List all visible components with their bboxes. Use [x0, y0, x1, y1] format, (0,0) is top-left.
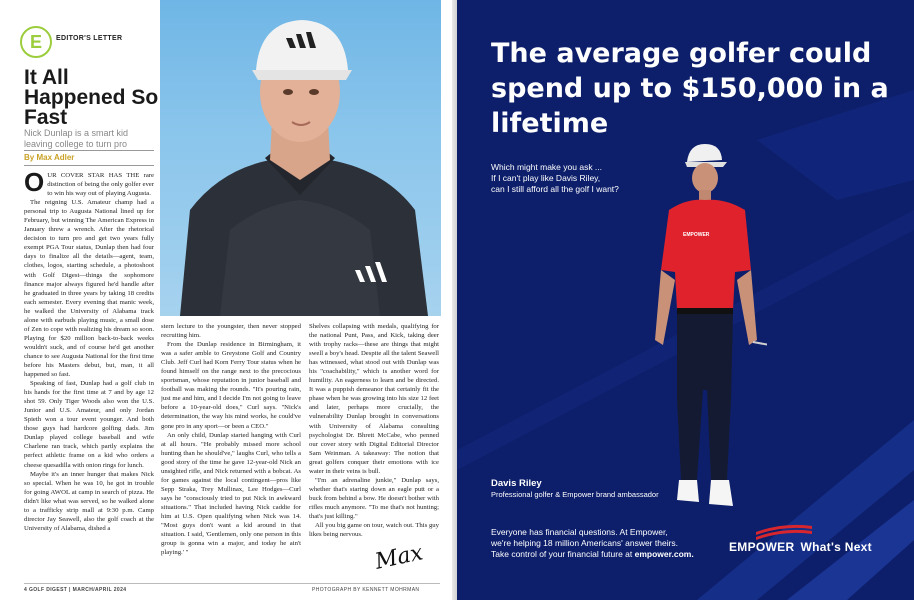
- drop-cap: O: [24, 171, 45, 197]
- article-headline: It All Happened So Fast: [24, 66, 159, 129]
- photo-credit: PHOTOGRAPH BY KENNETT MOHRMAN: [312, 587, 420, 593]
- subhead-line: Which might make you ask ...: [491, 162, 603, 172]
- ad-body-copy: [491, 527, 731, 560]
- body-column-3: [309, 322, 439, 558]
- paragraph: The reigning U.S. Amateur champ had a personal trip to Augusta National lined up for February, but winning The American Express in January threw a wrench. After the rhetorical decision to turn pro and get two years fully exempt PGA Tour status, Dunlap then had four days to finalize all the details—agent, team, clothes, logos, starting schedule, a photoshoot with Golf Digest—things the sophomore finance major always figured he'd handle after he graduated in three years by taking 18 credits each semester. Every evening that manic week, he walked the University of Alabama track alone with earbuds playing music, a small dose of Zen to cope with realizing his dream so soon. Playing for $20 million back-to-back weeks wouldn't suck, and of course he'd get another chance to see Augusta National for the first time before his Masters debut, but, man, it all happened so fast.: [24, 199, 154, 379]
- divider-bottom: [24, 165, 154, 166]
- paragraph: From the Dunlap residence in Birmingham, it was a safer amble to Greystone Golf and Country Club. Jeff Curl had Korn Ferry Tour status when he found himself on the range next to the precocious sportsman, whose reputation in junior baseball and football was making the rounds. "It's pouring rain, just me and him, and I decide I'm not going to leave before a 10-year-old does," Curl says. "Nick's determination, the way his mind works, he could've gone pro in any sport—or been a CEO.": [161, 341, 301, 430]
- golfer-portrait: [160, 0, 441, 316]
- golfer-figure: [647, 140, 767, 520]
- article-deck: Nick Dunlap is a smart kid leaving college to turn pro: [24, 128, 129, 149]
- empower-advertisement: [457, 0, 914, 600]
- paragraph: An only child, Dunlap started hanging with Curl at all hours. "He probably missed more school hunting than he should've," laughs Curl, who tells a good story of the time he gave 12-year-old Nick an unsighted rifle, and Nick returned with a bobcat. As for games against the local contingent—pros like Sepp Straka, Trey Mullinax, Lee Hodges—Curl says he "consciously tried to put Nick in awkward situations." That included having Nick caddie for him at U.S. Open qualifying when Nick was 14. "Most guys don't want a kid around in that situation. I said, 'Gentlemen, only one person in this group is gonna win a major, and today he ain't playing.' ": [161, 431, 301, 557]
- body-line: we're helping 18 million Americans' answer theirs.: [491, 538, 679, 548]
- ad-headline: The average golfer could spend up to $150,000 in a lifetime: [491, 38, 889, 139]
- lead-in-caps: UR COVER STAR HAS THE: [47, 172, 140, 179]
- paragraph: Speaking of fast, Dunlap had a golf club in his hands for the first time at 7 and by age 12 shot 59. Only Tiger Woods also won the U.S. Junior and U.S. Amateur, and only Jordan Spieth won a tour event younger. And both those guys had hardcore golfing dads. Jim Dunlap played college baseball and wife Charlene ran track, which partly explains the perfect athletic frame on a kid who orders a cheese quesadilla with onion rings for lunch.: [24, 380, 154, 469]
- body-line: [491, 549, 731, 560]
- empower-brand: [729, 540, 872, 554]
- subhead-line: can I still afford all the golf I want?: [491, 184, 619, 194]
- player-role: Professional golfer & Empower brand ambassador: [491, 490, 659, 499]
- paragraph: Maybe it's an inner hunger that makes Nick so special. When he was 10, he got in trouble for going AWOL at camp in search of pizza. He didn't like what was served, so he walked alone to a trafficky strip mall at 9:30 p.m. Camp director Jay Seawell, also the golf coach at the University of Alabama, dished a: [24, 470, 154, 532]
- body-column-1: [24, 171, 154, 581]
- paragraph: stern lecture to the youngster, then never stopped recruiting him.: [161, 323, 301, 340]
- editor-signature: Max: [372, 540, 426, 575]
- shirt-logo: EMPOWER: [683, 232, 710, 238]
- section-letter: E: [29, 31, 42, 52]
- lead-paragraph: [24, 171, 154, 198]
- page-folio: 4 GOLF DIGEST | MARCH/APRIL 2024: [24, 587, 127, 593]
- empower-logo-icon: [754, 522, 814, 540]
- paragraph: Shelves collapsing with medals, qualifying for the national Punt, Pass, and Kick, taking deer with trophy racks—these are things that might swell a boy's head. Despite all the talent Seawell has witnessed, what stood out with Dunlap was his "coachability," which is another word for humility. An eagerness to learn and be directed. It was a puppish demeanor that certainly fit the phase when he was growing into his size 12 feet and later, perhaps more crucially, the vulnerability Dunlap brought in conversations with University of Alabama consulting psychologist Dr. Bhrett McCabe, who penned our cover story with Digital Editorial Director Sam Weinman. A takeaway: The notion that great golfers conquer their emotions with ice water in their veins is bull.: [309, 323, 439, 475]
- empower-link[interactable]: empower.com.: [634, 549, 694, 559]
- body-line-text: Take control of your financial future at: [491, 549, 635, 559]
- body-column-2: [161, 322, 301, 584]
- section-badge: [20, 26, 52, 58]
- player-name: Davis Riley: [491, 478, 542, 489]
- lead-paragraph-rest: rare distinction of being the only golfer ever to win his way out of playing Augusta.: [47, 172, 154, 198]
- brand-tagline: What's Next: [800, 540, 872, 554]
- paragraph: All you big game on tour, watch out. This guy likes being nervous.: [309, 522, 439, 539]
- subhead-line: If I can't play like Davis Riley,: [491, 173, 601, 183]
- footer-rule: [24, 583, 440, 584]
- brand-name: EMPOWER: [729, 540, 795, 554]
- cover-photo: [160, 0, 441, 316]
- byline: By Max Adler: [24, 153, 75, 162]
- divider-top: [24, 150, 154, 151]
- section-kicker: EDITOR'S LETTER: [56, 35, 123, 42]
- body-line: Everyone has financial questions. At Empower,: [491, 527, 668, 537]
- paragraph: "I'm an adrenaline junkie," Dunlap says, whether that's staring down an eagle putt or a buck from behind a bow. He doesn't bother with rifles much anymore. "To me that's not hunting; that's just killing.": [309, 476, 439, 520]
